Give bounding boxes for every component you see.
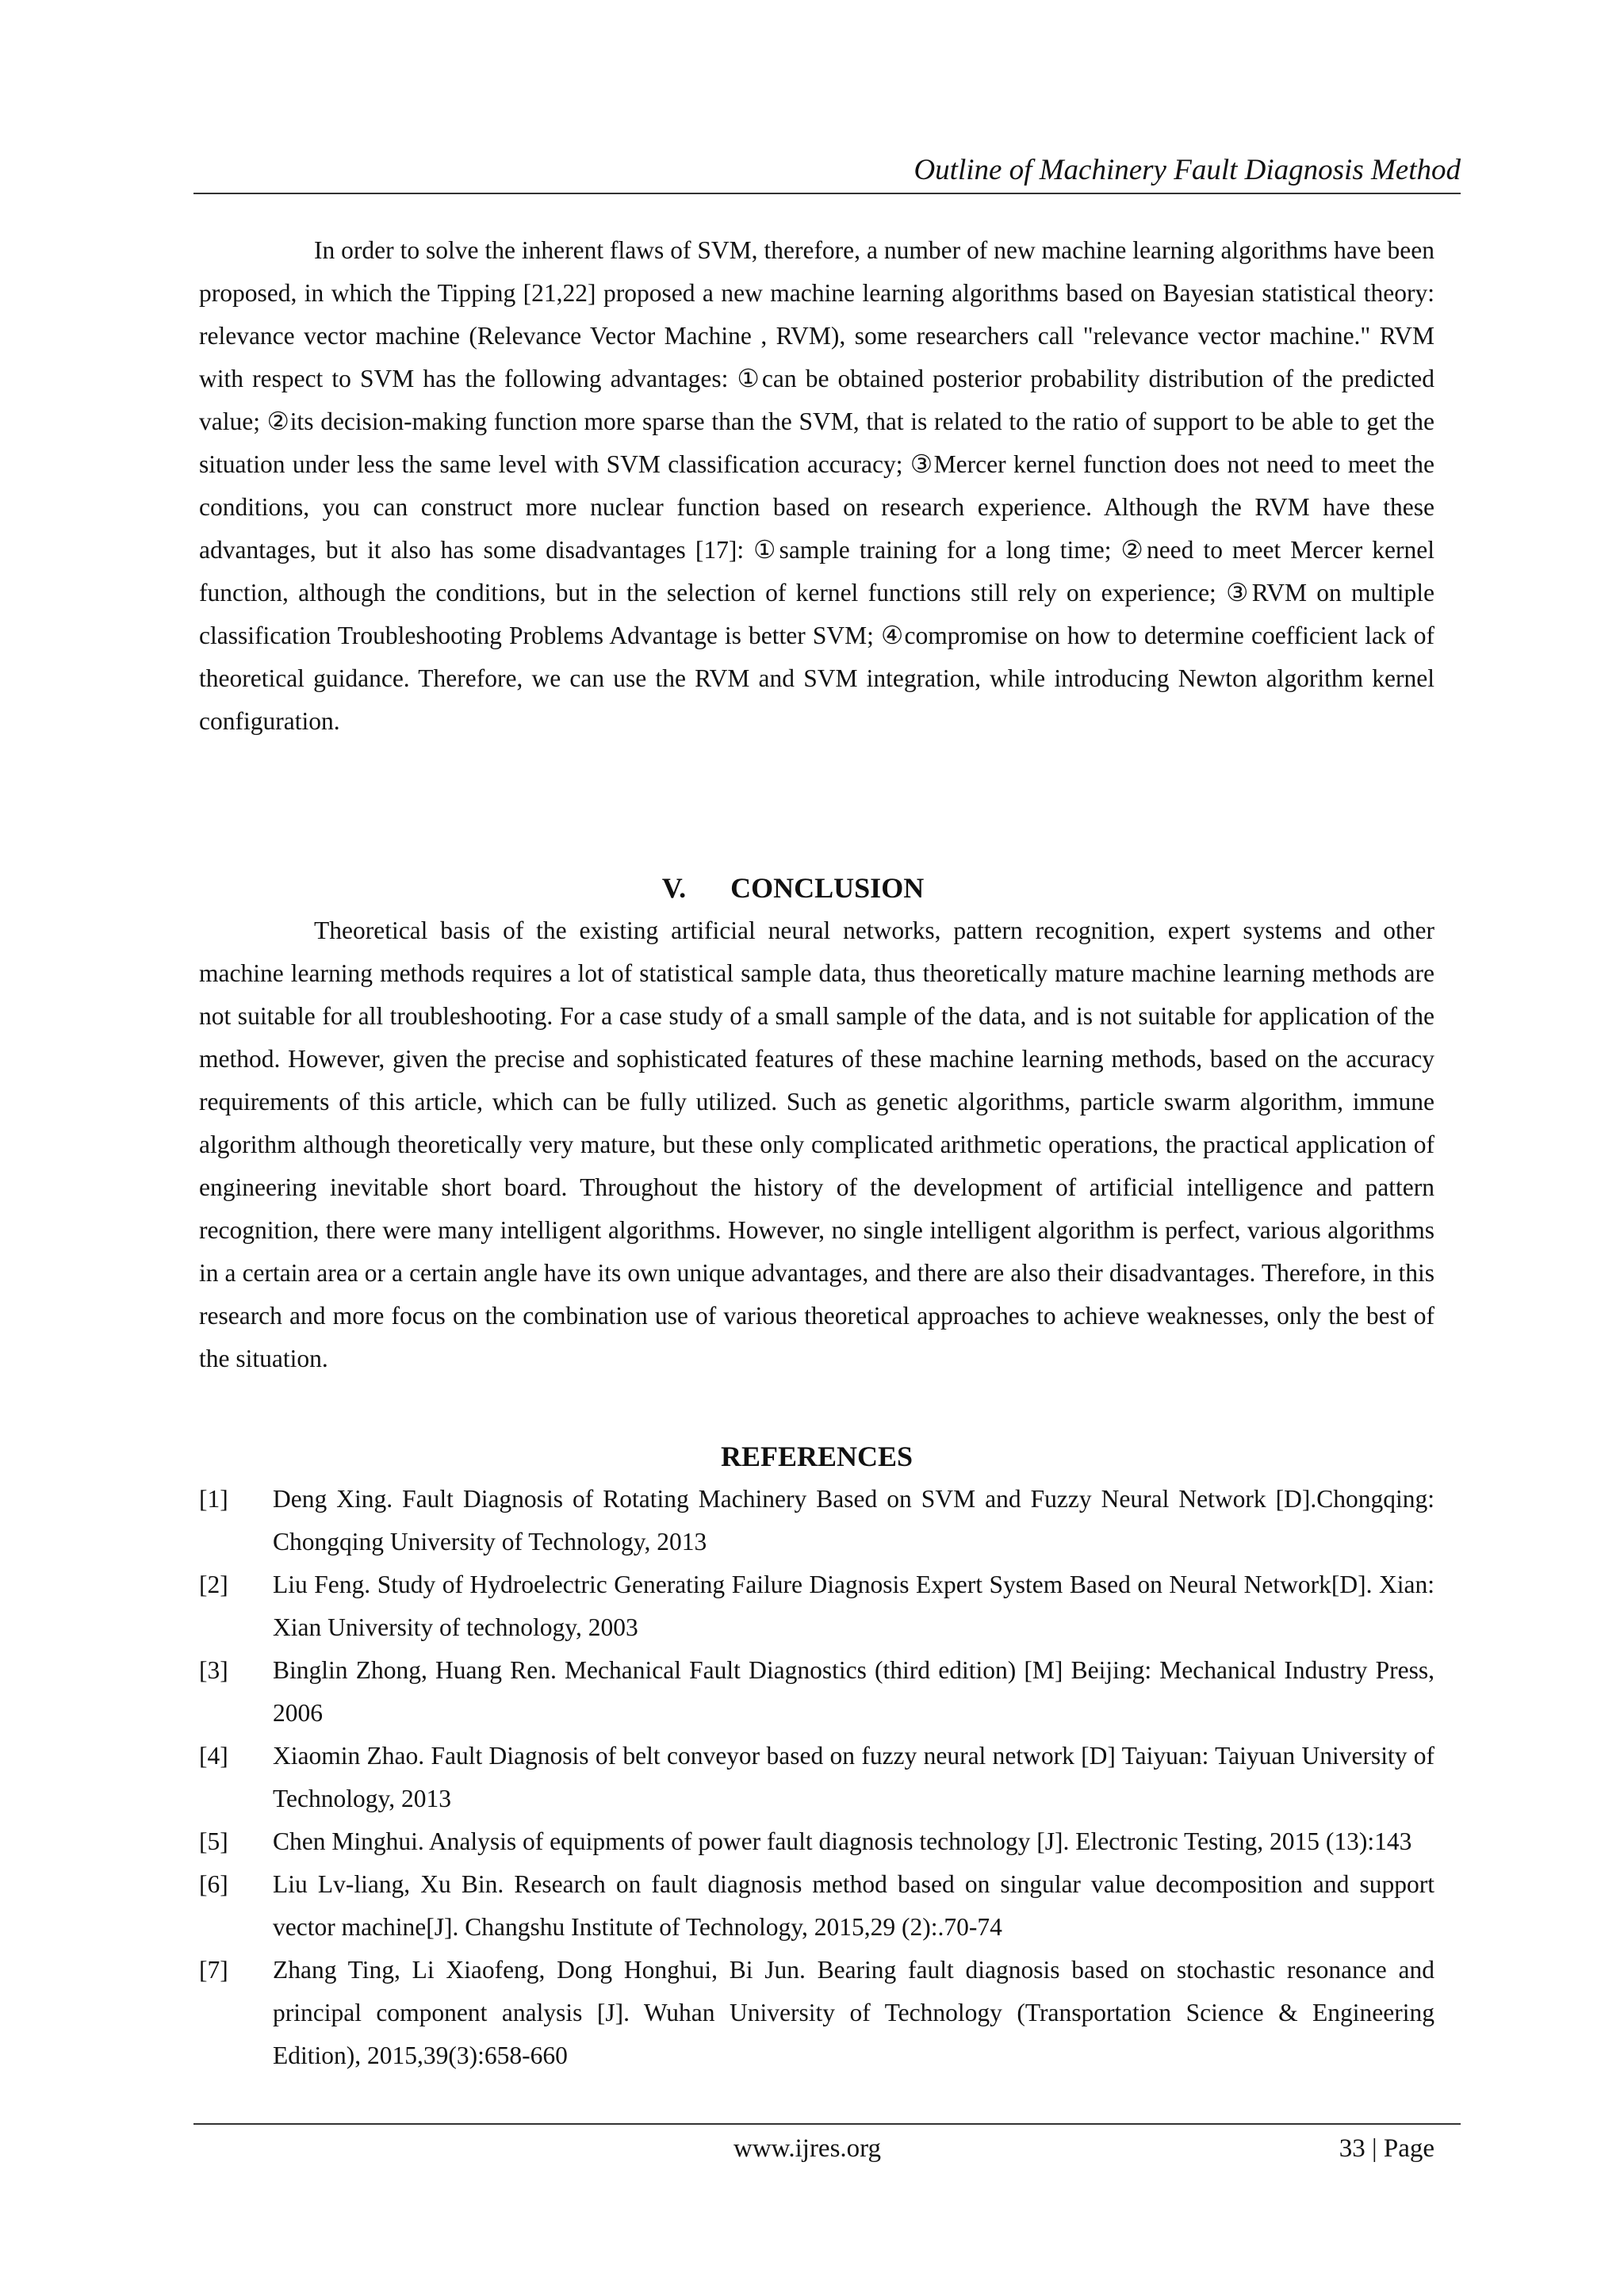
section-title: CONCLUSION [730,872,925,904]
reference-text: Zhang Ting, Li Xiaofeng, Dong Honghui, Bi Jun. Bearing fault diagnosis based on stochastic resonance and principal component analysis [J]. Wuhan University of Technology (Transportation Science & Engineering Edition), 2015,39(3):658-660 [273,1956,1434,2069]
reference-item [199,1863,1434,1949]
footer-rule [193,2123,1461,2125]
reference-number: [4] [199,1742,228,1770]
reference-item [199,1563,1434,1649]
conclusion-heading [199,867,1434,909]
header-rule [193,193,1461,194]
reference-number: [3] [199,1656,228,1684]
references-section [199,1435,1434,2077]
reference-number: [1] [199,1485,228,1513]
conclusion-paragraph: Theoretical basis of the existing artificial neural networks, pattern recognition, expert systems and other machine learning methods requires a lot of statistical sample data, thus theoretically mature machine learning methods are not suitable for all troubleshooting. For a case study of a small sample of the data, and is not suitable for application of the method. However, given the precise and sophisticated features of these machine learning methods, based on the accuracy requirements of this article, which can be fully utilized. Such as genetic algorithms, particle swarm algorithm, immune algorithm although theoretically very mature, but these only complicated arithmetic operations, the practical application of engineering inevitable short board. Throughout the history of the development of artificial intelligence and pattern recognition, there were many intelligent algorithms. However, no single intelligent algorithm is perfect, various algorithms in a certain area or a certain angle have its own unique advantages, and there are also their disadvantages. Therefore, in this research and more focus on the combination use of various theoretical approaches to achieve weaknesses, only the best of the situation. [199,916,1434,1372]
reference-number: [5] [199,1827,228,1855]
references-heading: REFERENCES [720,1441,914,1472]
reference-item [199,1949,1434,2077]
reference-item [199,1478,1434,1563]
reference-item [199,1820,1434,1863]
reference-text: Binglin Zhong, Huang Ren. Mechanical Fault Diagnostics (third edition) [M] Beijing: Mechanical Industry Press, 2006 [273,1656,1434,1727]
page-number: 33 | Page [1339,2134,1434,2163]
reference-number: [6] [199,1870,228,1898]
reference-item [199,1735,1434,1820]
reference-item [199,1649,1434,1735]
reference-text: Liu Feng. Study of Hydroelectric Generating Failure Diagnosis Expert System Based on Neural Network[D]. Xian: Xian University of technology, 2003 [273,1571,1434,1641]
reference-text: Chen Minghui. Analysis of equipments of power fault diagnosis technology [J]. Electronic Testing, 2015 (13):143 [273,1827,1412,1855]
reference-number: [2] [199,1571,228,1598]
running-title: Outline of Machinery Fault Diagnosis Method [914,154,1461,186]
reference-number: [7] [199,1956,228,1984]
reference-text: Deng Xing. Fault Diagnosis of Rotating Machinery Based on SVM and Fuzzy Neural Network [D].Chongqing: Chongqing University of Technology, 2013 [273,1485,1434,1556]
body-section [199,229,1434,743]
section-number: V. [661,872,687,904]
reference-text: Xiaomin Zhao. Fault Diagnosis of belt conveyor based on fuzzy neural network [D] Taiyuan: Taiyuan University of Technology, 2013 [273,1742,1434,1812]
body-paragraph: In order to solve the inherent flaws of SVM, therefore, a number of new machine learning algorithms have been proposed, in which the Tipping [21,22] proposed a new machine learning algorithms based on Bayesian statistical theory: relevance vector machine (Relevance Vector Machine , RVM), some researchers call "relevance vector machine." RVM with respect to SVM has the following advantages: ①can be obtained posterior probability distribution of the predicted value; ②its decision-making function more sparse than the SVM, that is related to the ratio of support to be able to get the situation under less the same level with SVM classification accuracy; ③Mercer kernel function does not need to meet the conditions, you can construct more nuclear function based on research experience. Although the RVM have these advantages, but it also has some disadvantages [17]: ①sample training for a long time; ②need to meet Mercer kernel function, although the conditions, but in the selection of kernel functions still rely on experience; ③RVM on multiple classification Troubleshooting Problems Advantage is better SVM; ④compromise on how to determine coefficient lack of theoretical guidance. Therefore, we can use the RVM and SVM integration, while introducing Newton algorithm kernel configuration. [199,236,1434,735]
reference-list [199,1478,1434,2077]
journal-url[interactable]: www.ijres.org [733,2134,882,2163]
conclusion-section [199,867,1434,1380]
reference-text: Liu Lv-liang, Xu Bin. Research on fault diagnosis method based on singular value decomposition and support vector machine[J]. Changshu Institute of Technology, 2015,29 (2):.70-74 [273,1870,1434,1941]
